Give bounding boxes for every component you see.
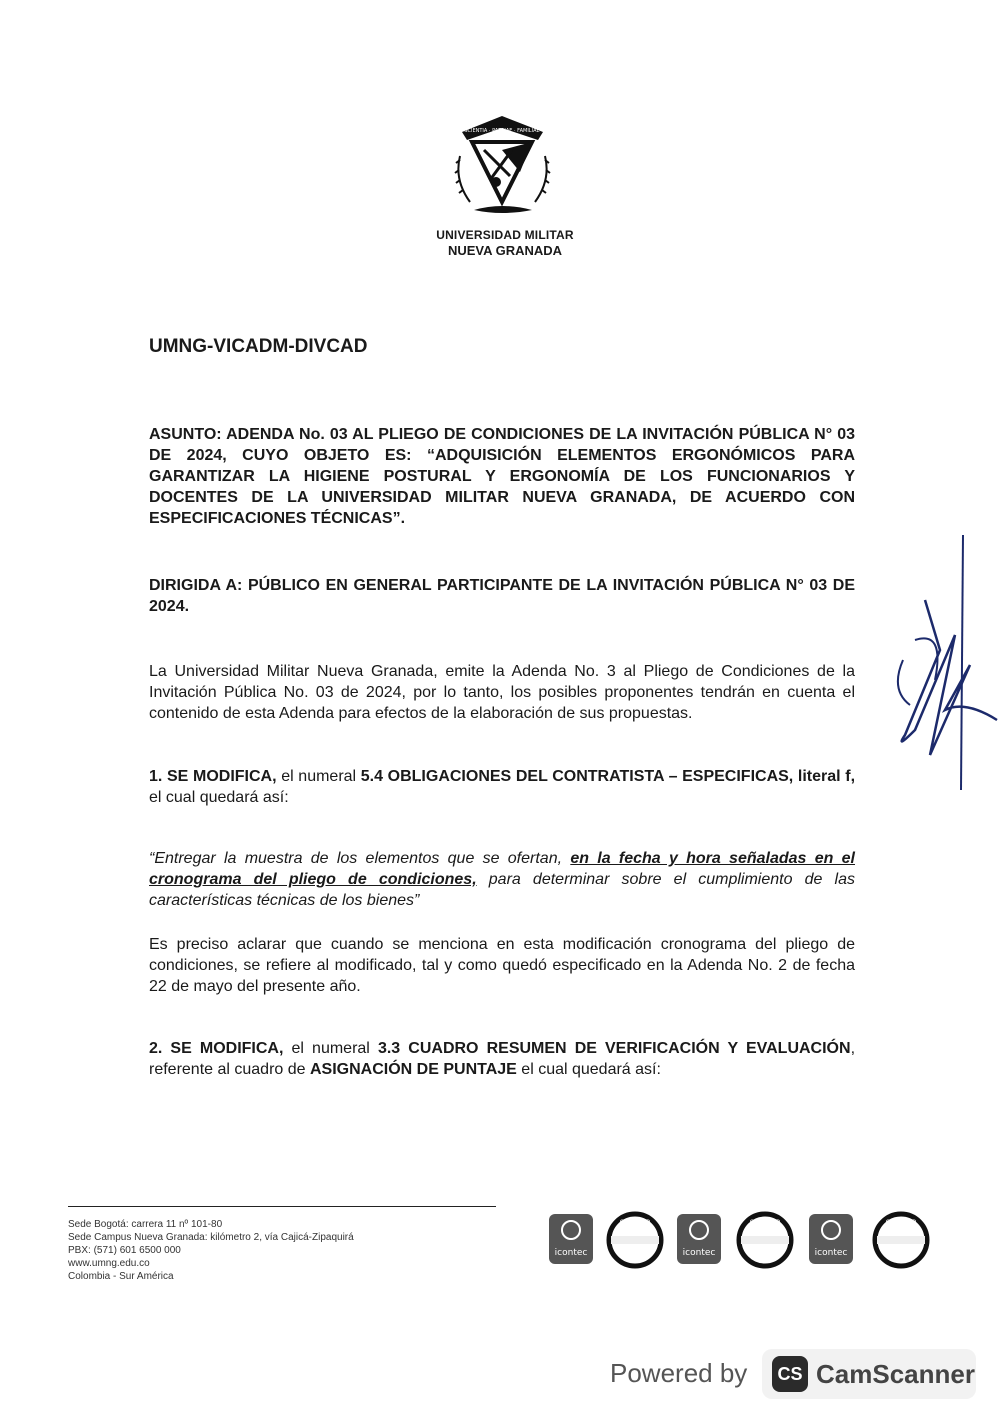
- mod1-mid: el numeral: [276, 768, 361, 785]
- university-seal-logo: [440, 110, 565, 225]
- mod2-table-name: ASIGNACIÓN DE PUNTAJE: [310, 1061, 517, 1078]
- footer-line: Colombia - Sur América: [68, 1271, 174, 1282]
- dirigida-paragraph: DIRIGIDA A: PÚBLICO EN GENERAL PARTICIPANTE DE LA INVITACIÓN PÚBLICA N° 03 DE 2024.: [149, 577, 855, 615]
- mod1-prefix: 1. SE MODIFICA,: [149, 768, 277, 785]
- footer-line: PBX: (571) 601 6500 000: [68, 1245, 181, 1256]
- university-name-line1: UNIVERSIDAD MILITAR: [436, 228, 574, 242]
- asunto-paragraph: ASUNTO: ADENDA No. 03 AL PLIEGO DE CONDICIONES DE LA INVITACIÓN PÚBLICA N° 03 DE 2024, CUYO OBJETO ES: “ADQUISICIÓN ELEMENTOS ERGONÓMICOS PARA GARANTIZAR LA HIGIENE POSTURAL Y ERGONOMÍA DE LOS FUNCIONARIOS Y DOCENTES DE LA UNIVERSIDAD MILITAR NUEVA GRANADA, DE ACUERDO CON ESPECIFICACIONES TÉCNICAS”.: [149, 426, 855, 527]
- footer-divider: [68, 1206, 496, 1207]
- icontec-logo: [549, 1214, 593, 1264]
- camscanner-name: CamScanner: [816, 1359, 975, 1389]
- document-reference: UMNG-VICADM-DIVCAD: [149, 336, 368, 357]
- modification-2: [149, 1038, 855, 1080]
- svg-text:CERTIFIED: CERTIFIED: [749, 1219, 781, 1226]
- powered-by-text: Powered by: [610, 1358, 748, 1388]
- mod2-section: 3.3 CUADRO RESUMEN DE VERIFICACIÓN Y EVALUACIÓN: [377, 1040, 851, 1057]
- quote-part2: para determinar sobre el cumplimiento de las características técnicas de los bienes”: [149, 871, 855, 909]
- mod2-mid: el numeral: [283, 1040, 378, 1057]
- camscanner-logo-icon: CS: [772, 1356, 808, 1392]
- icontec-logo: [677, 1214, 721, 1264]
- certified-seal-icon: [739, 1214, 791, 1266]
- seal-motto: SCIENTIA · PATRIAE · FAMILIAE: [464, 128, 540, 134]
- footer-line: Sede Campus Nueva Granada: kilómetro 2, vía Cajicá-Zipaquirá: [68, 1232, 354, 1243]
- certified-seal-icon: [609, 1214, 661, 1266]
- clarification-paragraph: Es preciso aclarar que cuando se menciona en esta modificación cronograma del pliego de condiciones, se refiere al modificado, tal y como quedó especificado en la Adenda No. 2 de fecha 22 de mayo del presente año.: [149, 936, 855, 995]
- mod1-suffix: el cual quedará así:: [149, 789, 289, 806]
- mod2-prefix: 2. SE MODIFICA,: [149, 1040, 284, 1057]
- quoted-obligation: [149, 848, 855, 911]
- footer-line: www.umng.edu.co: [68, 1258, 150, 1269]
- footer-address: [68, 1218, 354, 1283]
- university-name-line2: NUEVA GRANADA: [447, 243, 563, 258]
- modification-1: [149, 766, 855, 808]
- svg-text:icontec: icontec: [814, 1248, 848, 1258]
- svg-text:CERTIFIED: CERTIFIED: [885, 1219, 917, 1226]
- svg-text:CERTIFIED: CERTIFIED: [619, 1219, 651, 1226]
- svg-text:icontec: icontec: [682, 1248, 716, 1258]
- intro-paragraph: La Universidad Militar Nueva Granada, emite la Adenda No. 3 al Pliego de Condiciones de la Invitación Pública No. 03 de 2024, por lo tanto, los posibles proponentes tendrán en cuenta el contenido de esta Adenda para efectos de la elaboración de sus propuestas.: [149, 663, 855, 722]
- footer-line: Sede Bogotá: carrera 11 nº 101-80: [68, 1219, 223, 1230]
- mod2-mid2: , referente al cuadro de: [149, 1040, 856, 1078]
- quote-underlined: en la fecha y hora señaladas en el cronograma del pliego de condiciones,: [149, 850, 855, 888]
- certified-seal-icon: [875, 1214, 927, 1266]
- handwritten-signature: [885, 530, 1000, 800]
- svg-text:icontec: icontec: [554, 1248, 588, 1258]
- mod2-suffix: el cual quedará así:: [516, 1061, 661, 1078]
- certification-logos: [545, 1210, 945, 1270]
- icontec-logo: [809, 1214, 853, 1264]
- mod1-section: 5.4 OBLIGACIONES DEL CONTRATISTA – ESPECIFICAS, literal f,: [360, 768, 856, 785]
- quote-part1: “Entregar la muestra de los elementos que se ofertan,: [149, 850, 571, 867]
